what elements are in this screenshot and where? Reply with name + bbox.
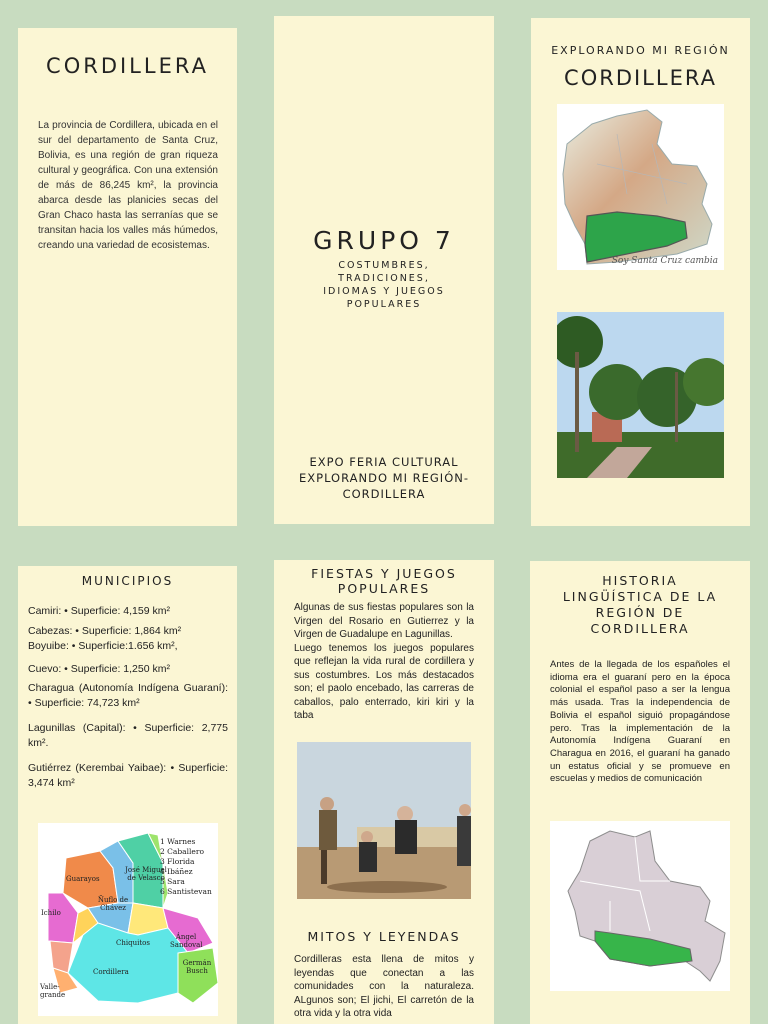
intro-title: CORDILLERA xyxy=(46,54,209,78)
panel-cover xyxy=(274,16,494,524)
subtitle-line: COSTUMBRES, xyxy=(338,260,430,271)
panel-historia xyxy=(530,561,750,1024)
map-label-angel: Ángel Sandoval xyxy=(170,933,203,949)
municipios-list xyxy=(28,604,228,791)
expo-line: EXPO FERIA CULTURAL xyxy=(309,455,459,469)
map-label-cordillera: Cordillera xyxy=(93,968,129,976)
legend-item: 2 Caballero xyxy=(160,847,204,856)
fiestas-text xyxy=(294,601,474,723)
cover-subtitle xyxy=(274,259,494,311)
legend-item: 1 Warnes xyxy=(160,837,196,846)
map-label-german: Germán Busch xyxy=(182,959,212,975)
panel-intro xyxy=(18,28,237,526)
municipio-item: Cabezas: • Superficie: 1,864 km² xyxy=(28,625,182,637)
map-label-guarayos: Guarayos xyxy=(66,875,100,883)
fiestas-paragraph: Algunas de sus fiestas populares son la Virgen del Rosario en Gutierrez y la Virgen de Guadalupe en Lagunillas. xyxy=(294,602,474,640)
cover-title: GRUPO 7 xyxy=(313,226,455,255)
historia-title-line: CORDILLERA xyxy=(590,621,690,636)
fiestas-title-line: FIESTAS Y JUEGOS xyxy=(311,566,457,581)
legend-item: 3 Florida xyxy=(160,857,195,866)
historia-text: Antes de la llegada de los españoles el idioma era el guaraní pero en la época colonial el español paso a ser la lengua más usada. Tras la independencia de Bolivia el español siguió propagándose pero. Tras la implementación de la Autonomía Indígena Guaraní en Charagua en 2016, el guaraní ha ganado un estatus oficial y se promueve en escuelas y medios de comunicación xyxy=(550,659,730,785)
panel-municipios xyxy=(18,566,237,1024)
municipios-title: MUNICIPIOS xyxy=(81,574,174,588)
municipio-item: Lagunillas (Capital): • Superficie: 2,775 km². xyxy=(28,722,228,749)
provinces-map-image xyxy=(38,823,218,1016)
map-label-nuflo: Ñuflo de Chávez xyxy=(97,896,129,912)
mitos-title: MITOS Y LEYENDAS xyxy=(307,929,461,944)
municipio-item: Charagua (Autonomía Indígena Guaraní): • Superficie: 74,723 km² xyxy=(28,682,228,709)
panel-front xyxy=(531,18,750,526)
plaza-photo xyxy=(557,312,724,478)
subtitle-line: TRADICIONES, xyxy=(338,273,430,284)
intro-description: La provincia de Cordillera, ubicada en el sur del departamento de Santa Cruz, Bolivia, es una región de gran riqueza cultural y geográfica. Con una extensión de más de 86,245 km², la provincia abarca desde las planicies secas del Gran Chaco hasta las serranías que se transitan hacia los valles más húmedos, creando una variedad de ecosistemas. xyxy=(38,120,218,251)
fiestas-title xyxy=(274,566,494,596)
map-caption: Soy Santa Cruz cambia xyxy=(611,256,718,266)
juegos-painting xyxy=(297,742,471,899)
historia-title-line: HISTORIA xyxy=(602,573,678,588)
historia-title-line: REGIÓN DE xyxy=(595,605,685,620)
map-label-chiquitos: Chiquitos xyxy=(116,939,150,947)
municipio-item: Cuevo: • Superficie: 1,250 km² xyxy=(28,663,170,675)
subtitle-line: IDIOMAS Y JUEGOS xyxy=(323,286,445,297)
expo-line: EXPLORANDO MI REGIÓN- xyxy=(298,471,470,485)
front-kicker: EXPLORANDO MI REGIÓN xyxy=(551,44,730,57)
municipio-item: Camiri: • Superficie: 4,159 km² xyxy=(28,605,170,617)
legend-item: 4 Ibáñez xyxy=(160,867,193,876)
historia-title xyxy=(530,573,750,637)
municipio-item: Gutiérrez (Kerembai Yaibae): • Superficie: 3,474 km² xyxy=(28,762,228,789)
expo-title xyxy=(274,454,494,502)
map-label-jose: José Miguel de Velasco xyxy=(125,866,167,882)
map-label-valle: Valle-grande xyxy=(40,983,66,999)
municipio-item: Boyuibe: • Superficie:1.656 km², xyxy=(28,640,178,652)
legend-item: 5 Sara xyxy=(160,877,185,886)
map-label-ichilo: Ichilo xyxy=(41,909,61,917)
expo-line: CORDILLERA xyxy=(342,487,426,501)
mitos-text: Cordilleras esta llena de mitos y leyendas que conectan a las comunidades con la naturaleza. ALgunos son; El jichi, El carretón de la otra vida y la otra vida xyxy=(294,954,474,1019)
fiestas-title-line: POPULARES xyxy=(337,581,431,596)
historia-title-line: LINGÜÍSTICA DE LA xyxy=(562,589,718,604)
juegos-paragraph: Luego tenemos los juegos populares que reflejan la vida rural de cordillera y sus costumbres. Los más destacados son; el paolo encebado, las carreras de caballos, palo enterrado, kiri kiri y la taba xyxy=(294,642,474,721)
front-title: CORDILLERA xyxy=(564,66,717,90)
subtitle-line: POPULARES xyxy=(346,299,422,310)
legend-item: 6 Santistevan xyxy=(160,887,212,896)
bolivia-map-image xyxy=(550,821,730,991)
santa-cruz-map-image xyxy=(557,104,724,270)
panel-fiestas xyxy=(274,560,494,1024)
